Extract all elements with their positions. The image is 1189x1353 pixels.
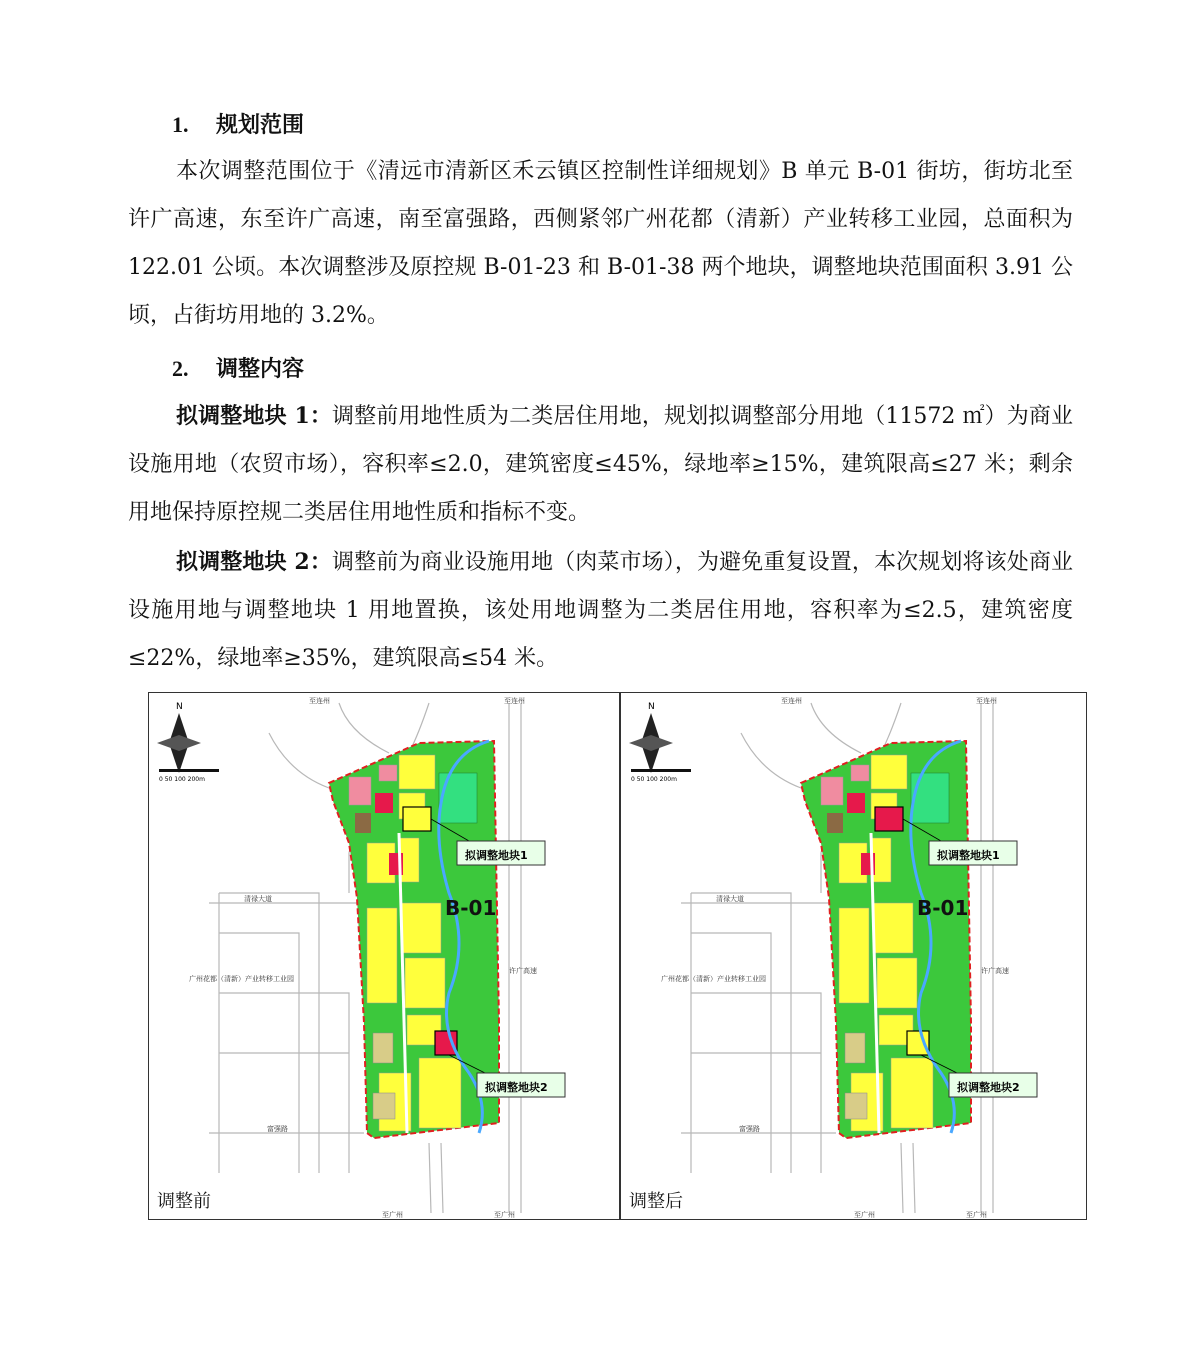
residential-parcel (871, 755, 907, 789)
pink-parcel (851, 765, 869, 781)
callout-2-label: 拟调整地块2 (957, 1081, 1020, 1094)
compass-icon (629, 735, 673, 751)
before-caption: 调整前 (157, 1191, 211, 1212)
park-area (439, 773, 477, 823)
residential-parcel (401, 903, 441, 953)
road-label-north-2: 至连州 (504, 697, 525, 705)
road-label-east: 许广高速 (981, 967, 1009, 975)
road-label-south-2: 至广州 (494, 1211, 515, 1219)
road-label-east: 许广高速 (509, 967, 537, 975)
road-label-south: 富强路 (267, 1125, 288, 1133)
school-parcel (373, 1033, 393, 1063)
school-parcel (845, 1033, 865, 1063)
road-line (913, 1143, 915, 1213)
road-label-north-1: 至连州 (309, 697, 330, 705)
section1-number: 1. (172, 112, 189, 137)
scale-bar (159, 769, 219, 772)
adjust-parcel-1 (875, 807, 903, 831)
compass-icon (157, 735, 201, 751)
map-panel-before (149, 693, 621, 1219)
map-after (621, 693, 1086, 1219)
road-label-west: 清禄大道 (244, 895, 272, 903)
residential-parcel (873, 903, 913, 953)
scale-label: 0 50 100 200m (159, 776, 205, 783)
callout-1-label: 拟调整地块1 (465, 849, 528, 862)
pink-parcel (821, 777, 843, 805)
section2-title: 调整内容 (216, 356, 305, 382)
block1-label: 拟调整地块 1： (176, 403, 333, 429)
road-line (441, 1143, 443, 1213)
section2-number: 2. (172, 356, 189, 381)
pink-parcel (349, 777, 371, 805)
block2-text: 调整前为商业设施用地（肉菜市场），为避免重复设置，本次规划将该处商业设施用地与调整地块 1 用地置换，该处用地调整为二类居住用地，容积率为≤2.5，建筑密度≤22%，绿地率≥35%，建筑限高≤54 米。 (128, 550, 1073, 671)
callout-2-label: 拟调整地块2 (485, 1081, 548, 1094)
road-label-south-1: 至广州 (382, 1211, 403, 1219)
brown-parcel (827, 813, 843, 833)
road-label-south-1: 至广州 (854, 1211, 875, 1219)
section1-title: 规划范围 (216, 112, 305, 138)
scale-label: 0 50 100 200m (631, 776, 677, 783)
road-label-south-2: 至广州 (966, 1211, 987, 1219)
residential-parcel (419, 1058, 461, 1128)
block2-paragraph (128, 538, 1073, 683)
road-line (429, 1143, 431, 1213)
school-parcel (373, 1093, 395, 1119)
road-line (901, 1143, 903, 1213)
section2-heading (172, 352, 304, 383)
residential-parcel (367, 908, 397, 1003)
road-line (339, 703, 389, 753)
pink-parcel (379, 765, 397, 781)
commercial-parcel (847, 793, 865, 813)
residential-parcel (839, 908, 869, 1003)
industrial-park-label: 广州花都（清新）产业转移工业园 (189, 975, 294, 983)
after-caption: 调整后 (629, 1191, 683, 1212)
road-label-north-2: 至连州 (976, 697, 997, 705)
block2-label: 拟调整地块 2： (176, 549, 332, 575)
road-line (219, 993, 349, 1173)
brown-parcel (355, 813, 371, 833)
north-label: N (648, 702, 655, 712)
block1-text: 调整前用地性质为二类居住用地，规划拟调整部分用地（11572 ㎡）为商业设施用地（农贸市场），容积率≤2.0，建筑密度≤45%，绿地率≥15%，建筑限高≤27 米；剩余用地保持原控规二类居住用地性质和指标不变。 (128, 404, 1073, 525)
industrial-park-label: 广州花都（清新）产业转移工业园 (661, 975, 766, 983)
north-label: N (176, 702, 183, 712)
callout-1-label: 拟调整地块1 (937, 849, 1000, 862)
road-label-south: 富强路 (739, 1125, 760, 1133)
commercial-parcel (375, 793, 393, 813)
park-area (911, 773, 949, 823)
map-before (149, 693, 619, 1219)
residential-parcel (877, 958, 917, 1008)
residential-parcel (399, 755, 435, 789)
scale-bar (631, 769, 691, 772)
road-line (811, 703, 861, 753)
map-panel-after (621, 693, 1086, 1219)
section1-paragraph: 本次调整范围位于《清远市清新区禾云镇区控制性详细规划》B 单元 B-01 街坊，街坊北至许广高速，东至许广高速，南至富强路，西侧紧邻广州花都（清新）产业转移工业园，总面积为 122.01 公顷。本次调整涉及原控规 B-01-23 和 B-01-38 两个地块，调整地块范围面积 3.91 公顷，占街坊用地的 3.2%。 (128, 159, 1073, 328)
school-parcel (845, 1093, 867, 1119)
map-figure (148, 692, 1087, 1220)
block-code-label: B-01 (445, 896, 497, 920)
residential-parcel (891, 1058, 933, 1128)
block1-paragraph (128, 392, 1073, 537)
road-line (691, 993, 821, 1173)
road-label-west: 清禄大道 (716, 895, 744, 903)
block-code-label: B-01 (917, 896, 969, 920)
adjust-parcel-1 (403, 807, 431, 831)
road-label-north-1: 至连州 (781, 697, 802, 705)
section1-heading (172, 108, 304, 139)
residential-parcel (405, 958, 445, 1008)
